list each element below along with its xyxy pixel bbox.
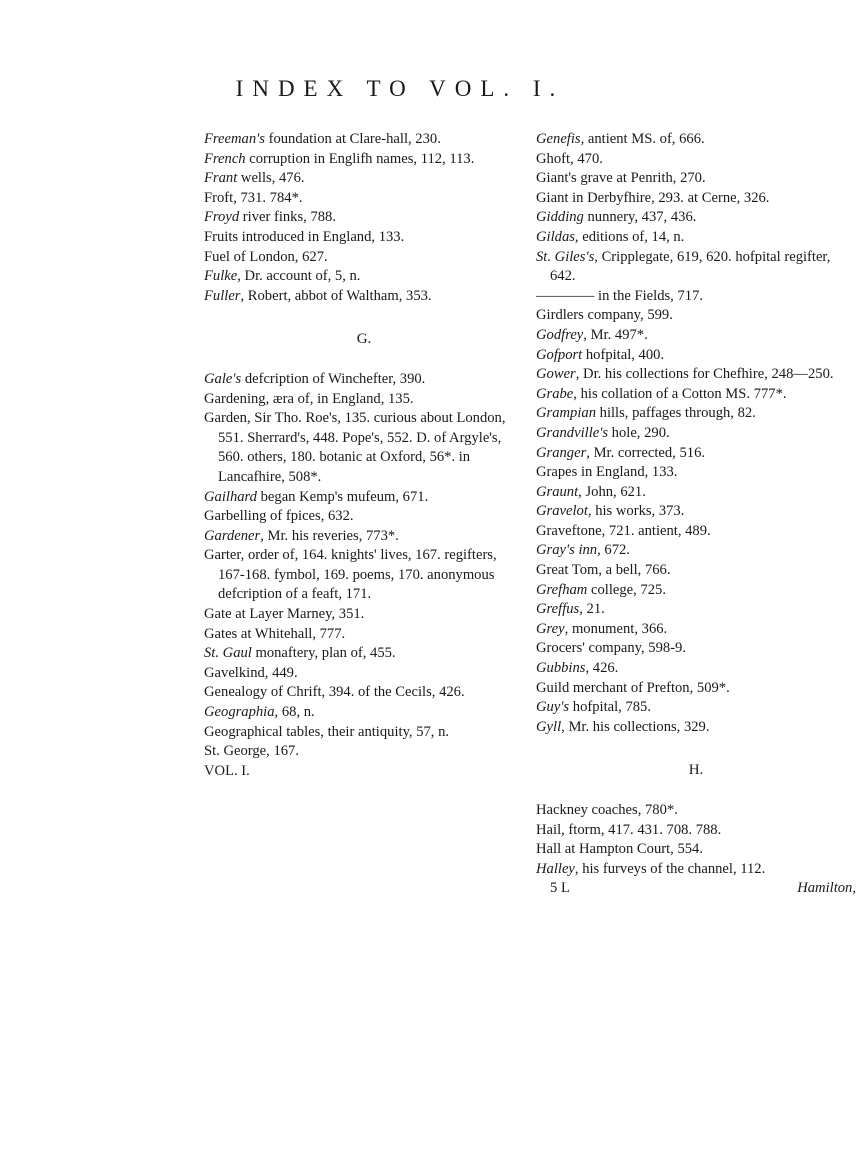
index-term: French — [204, 150, 246, 167]
index-entry — [536, 639, 856, 659]
index-references: Fruits introduced in England, 133. — [204, 228, 405, 245]
index-references: Gates at Whitehall, 777. — [204, 625, 346, 642]
catchword: Hamilton, — [797, 880, 856, 897]
index-entry — [204, 287, 524, 307]
index-references: Geographical tables, their antiquity, 57, n. — [204, 723, 450, 740]
index-references: , Mr. 497*. — [583, 326, 648, 343]
index-references: Gavelkind, 449. — [204, 664, 298, 681]
section-letter: H. — [688, 762, 704, 779]
index-term: Gubbins — [536, 660, 586, 677]
index-references: Garbelling of fpices, 632. — [204, 508, 354, 525]
index-entry — [536, 679, 856, 699]
index-references: , monument, 366. — [564, 620, 668, 637]
index-references: Grapes in England, 133. — [536, 464, 678, 481]
index-entry — [536, 306, 856, 326]
index-references: corruption in Englifh names, 112, 113. — [245, 150, 475, 167]
index-entry — [536, 561, 856, 581]
signature-mark: 5 L — [550, 880, 570, 897]
index-entry — [536, 385, 856, 405]
index-term: Gravelot — [536, 503, 588, 520]
index-references: , John, 621. — [578, 483, 646, 500]
index-entry — [204, 664, 524, 684]
volume-footer: VOL. I. — [204, 762, 250, 779]
index-entry — [204, 546, 524, 605]
index-references: Gardening, æra of, in England, 135. — [204, 390, 414, 407]
index-references: hole, 290. — [608, 424, 670, 441]
index-entry — [536, 248, 856, 287]
index-references: , 68, n. — [274, 704, 315, 721]
index-term: Gyll — [536, 718, 562, 735]
index-entry — [204, 644, 524, 664]
index-entry — [536, 502, 856, 522]
index-term: Fuller — [204, 287, 241, 304]
left-column — [204, 130, 524, 781]
index-term: Gailhard — [204, 488, 257, 505]
index-term: Gardener — [204, 527, 261, 544]
index-references: Genealogy of Chrift, 394. of the Cecils, 426. — [204, 684, 465, 701]
index-term: Gildas — [536, 228, 575, 245]
index-entry — [536, 801, 856, 821]
index-entry — [204, 409, 524, 487]
index-entry — [204, 625, 524, 645]
index-references: Ghoft, 470. — [536, 150, 603, 167]
index-entry — [204, 267, 524, 287]
index-references: nunnery, 437, 436. — [583, 209, 697, 226]
index-term: Greffus — [536, 601, 580, 618]
index-references: Grocers' company, 598-9. — [536, 640, 687, 657]
index-references: Guild merchant of Prefton, 509*. — [536, 679, 730, 696]
index-entry — [536, 208, 856, 228]
index-references: Hackney coaches, 780*. — [536, 802, 678, 818]
index-references: Great Tom, a bell, 766. — [536, 562, 671, 579]
index-entry — [536, 659, 856, 679]
index-references: Gate at Layer Marney, 351. — [204, 606, 365, 623]
index-entry — [536, 424, 856, 444]
index-references: , Robert, abbot of Waltham, 353. — [240, 287, 432, 304]
index-references: Froft, 731. 784*. — [204, 189, 303, 206]
index-references: began Kemp's mufeum, 671. — [256, 488, 429, 505]
index-references: Hall at Hampton Court, 554. — [536, 841, 703, 858]
index-references: college, 725. — [587, 581, 666, 598]
index-entry — [536, 581, 856, 601]
index-entry — [536, 346, 856, 366]
index-entry — [536, 698, 856, 718]
index-references: Giant's grave at Penrith, 270. — [536, 170, 706, 187]
index-references: , his works, 373. — [587, 503, 685, 520]
index-references: Girdlers company, 599. — [536, 307, 673, 324]
index-entry — [204, 150, 524, 170]
index-entry — [536, 189, 856, 209]
index-references: defcription of Winchefter, 390. — [241, 370, 426, 387]
index-entry — [204, 189, 524, 209]
index-entry — [204, 169, 524, 189]
index-entry — [536, 228, 856, 248]
index-references: , antient MS. of, 666. — [580, 131, 705, 147]
index-entry — [536, 365, 856, 385]
index-term: St. Giles's — [536, 248, 595, 265]
index-entry — [536, 287, 856, 307]
right-column — [536, 130, 856, 899]
index-term: St. Gaul — [204, 645, 252, 662]
index-term: Halley — [536, 860, 575, 877]
index-references: , Mr. his collections, 329. — [561, 718, 710, 735]
index-entry — [536, 840, 856, 860]
signature-line — [536, 879, 856, 899]
index-references: , his collation of a Cotton MS. 777*. — [573, 385, 787, 402]
index-term: Gower — [536, 366, 576, 383]
index-term: Gofport — [536, 346, 583, 363]
index-references: hofpital, 400. — [582, 346, 665, 363]
index-entry — [536, 404, 856, 424]
index-entry — [204, 683, 524, 703]
index-references: ———— in the Fields, 717. — [536, 287, 704, 304]
index-references: Garden, Sir Tho. Roe's, 135. curious about London, 551. Sherrard's, 448. Pope's, 552. D. of Argyle's, 560. others, 180. botanic at Oxford, 56*. in Lancafhire, 508*. — [204, 410, 506, 485]
index-references: , 426. — [585, 660, 619, 677]
index-references: monaftery, plan of, 455. — [251, 645, 396, 662]
index-references: Giant in Derbyfhire, 293. at Cerne, 326. — [536, 189, 770, 206]
index-term: Grefham — [536, 581, 588, 598]
index-term: Grandville's — [536, 424, 609, 441]
index-term: Grey — [536, 620, 565, 637]
index-term: Grabe — [536, 385, 574, 402]
index-references: , editions of, 14, n. — [574, 228, 685, 245]
index-term: Guy's — [536, 699, 570, 716]
index-entry — [536, 860, 856, 880]
index-term: Gray's inn — [536, 542, 598, 559]
index-references: , Mr. his reveries, 773*. — [260, 527, 399, 544]
index-references: foundation at Clare-hall, 230. — [264, 131, 441, 147]
index-term: Genefis — [536, 131, 581, 147]
index-references: , Mr. corrected, 516. — [586, 444, 706, 461]
index-entry — [536, 483, 856, 503]
section-letter: G. — [356, 331, 372, 348]
index-entry — [204, 208, 524, 228]
index-term: Froyd — [204, 209, 240, 226]
index-term: Godfrey — [536, 326, 584, 343]
index-references: Hail, ftorm, 417. 431. 708. 788. — [536, 821, 722, 838]
index-entry — [536, 600, 856, 620]
index-entry — [204, 605, 524, 625]
index-entry — [536, 130, 856, 150]
index-references: St. George, 167. — [204, 743, 299, 760]
index-references: , Dr. account of, 5, n. — [237, 268, 361, 285]
page-title: INDEX TO VOL. I. — [235, 76, 565, 101]
index-term: Grampian — [536, 405, 596, 422]
index-entry — [204, 130, 524, 150]
index-entry — [204, 723, 524, 743]
index-references: , Cripplegate, 619, 620. hofpital regifter, 642. — [550, 248, 831, 285]
index-entry — [204, 390, 524, 410]
index-entry — [536, 326, 856, 346]
index-entry — [204, 703, 524, 723]
index-term: Geographia — [204, 704, 275, 721]
index-references: wells, 476. — [237, 170, 305, 187]
index-term: Gidding — [536, 209, 584, 226]
index-entry — [536, 718, 856, 738]
index-entry — [536, 150, 856, 170]
index-references: , Dr. his collections for Chefhire, 248—250. — [575, 366, 834, 383]
index-references: , 672. — [597, 542, 630, 559]
index-entry — [536, 444, 856, 464]
index-references: Fuel of London, 627. — [204, 248, 328, 265]
index-entry — [536, 541, 856, 561]
index-term: Granger — [536, 444, 587, 461]
index-entry — [204, 248, 524, 268]
index-entry — [204, 742, 524, 762]
index-entry — [204, 507, 524, 527]
index-references: hills, paffages through, 82. — [596, 405, 756, 422]
index-references: river finks, 788. — [239, 209, 336, 226]
index-entry — [536, 620, 856, 640]
index-term: Graunt — [536, 483, 579, 500]
index-entry — [204, 228, 524, 248]
index-references: , his furveys of the channel, 112. — [574, 860, 766, 877]
index-term: Fulke — [204, 268, 238, 285]
index-references: , 21. — [579, 601, 605, 618]
index-entry — [536, 522, 856, 542]
index-term: Gale's — [204, 370, 242, 387]
index-entry — [204, 527, 524, 547]
index-entry — [536, 821, 856, 841]
index-entry — [204, 370, 524, 390]
index-entry — [204, 488, 524, 508]
index-term: Freeman's — [204, 131, 265, 147]
index-references: Graveftone, 721. antient, 489. — [536, 522, 711, 539]
index-references: hofpital, 785. — [569, 699, 652, 716]
index-entry — [536, 463, 856, 483]
index-term: Frant — [204, 170, 238, 187]
index-references: Garter, order of, 164. knights' lives, 167. regifters, 167-168. fymbol, 169. poems, 170. anonymous defcription of a feaft, 171. — [204, 547, 497, 603]
index-entry — [536, 169, 856, 189]
